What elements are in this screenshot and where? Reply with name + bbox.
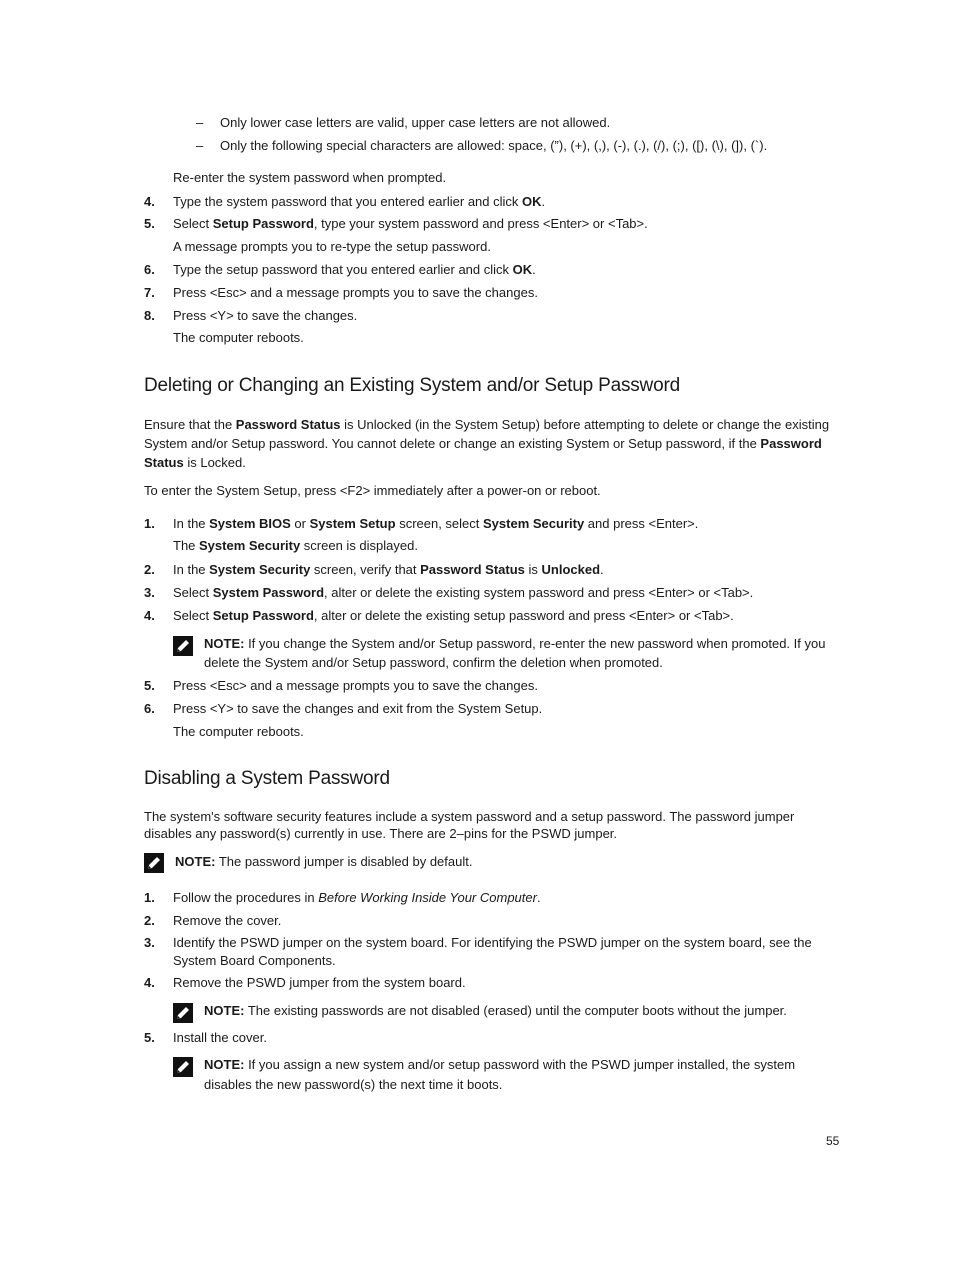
- note-text: NOTE: The existing passwords are not disabled (erased) until the computer boots without the jumper.: [204, 1003, 787, 1018]
- note-text: NOTE: The password jumper is disabled by default.: [175, 854, 473, 869]
- step-text: Press <Y> to save the changes.: [173, 308, 358, 323]
- step-subtext: The computer reboots.: [173, 724, 304, 739]
- step-text: Remove the PSWD jumper from the system board.: [173, 975, 466, 990]
- step-number: 5.: [144, 678, 155, 693]
- step-text: Type the system password that you entered earlier and click OK.: [173, 194, 546, 209]
- note-text: delete the System and/or Setup password, confirm the deletion when promoted.: [204, 655, 663, 670]
- note-pencil-icon: [173, 1003, 193, 1023]
- note-pencil-icon: [173, 636, 193, 656]
- note-text: disables the new password(s) the next time it boots.: [204, 1077, 503, 1092]
- step-number: 5.: [144, 1030, 155, 1045]
- step-text: Select Setup Password, type your system password and press <Enter> or <Tab>.: [173, 216, 648, 231]
- paragraph-line: disables any password(s) currently in use. There are 2–pins for the PSWD jumper.: [144, 826, 618, 841]
- step-text: Press <Esc> and a message prompts you to save the changes.: [173, 285, 538, 300]
- step-number: 7.: [144, 285, 155, 300]
- note-text: NOTE: If you assign a new system and/or setup password with the PSWD jumper installed, the system: [204, 1057, 796, 1072]
- section-heading: Deleting or Changing an Existing System and/or Setup Password: [144, 375, 680, 396]
- note-pencil-icon: [144, 853, 164, 873]
- paragraph-line: The system's software security features include a system password and a setup password. The password jumper: [144, 809, 795, 824]
- paragraph-line: Status is Locked.: [144, 455, 246, 470]
- step-number: 4.: [144, 194, 155, 209]
- section-heading: Disabling a System Password: [144, 768, 390, 789]
- paragraph: Re-enter the system password when prompted.: [173, 170, 447, 185]
- step-text: Follow the procedures in Before Working Inside Your Computer.: [173, 890, 541, 905]
- page-number: 55: [826, 1134, 840, 1148]
- paragraph-line: System and/or Setup password. You cannot delete or change an existing System or Setup password, if the Password: [144, 436, 822, 451]
- step-number: 2.: [144, 913, 155, 928]
- step-text: Remove the cover.: [173, 913, 282, 928]
- step-number: 4.: [144, 975, 155, 990]
- bullet-text: Only lower case letters are valid, upper case letters are not allowed.: [220, 115, 611, 130]
- step-number: 6.: [144, 701, 155, 716]
- paragraph: To enter the System Setup, press <F2> immediately after a power-on or reboot.: [144, 483, 601, 498]
- step-subtext: The computer reboots.: [173, 330, 304, 345]
- step-text: System Board Components.: [173, 953, 336, 968]
- step-number: 2.: [144, 562, 155, 577]
- step-text: Press <Y> to save the changes and exit from the System Setup.: [173, 701, 543, 716]
- step-number: 5.: [144, 216, 155, 231]
- step-number: 3.: [144, 585, 155, 600]
- step-subtext: The System Security screen is displayed.: [173, 538, 418, 553]
- note-pencil-icon: [173, 1057, 193, 1077]
- step-text: Press <Esc> and a message prompts you to save the changes.: [173, 678, 538, 693]
- step-number: 1.: [144, 516, 155, 531]
- bullet-text: Only the following special characters are allowed: space, (”), (+), (,), (-), (.), (/), (;), ([), (\), (]), (`).: [220, 138, 768, 153]
- step-number: 1.: [144, 890, 155, 905]
- paragraph-line: Ensure that the Password Status is Unlocked (in the System Setup) before attempting to delete or change the existing: [144, 417, 830, 432]
- bullet-dash: –: [196, 138, 204, 153]
- step-text: Select System Password, alter or delete the existing system password and press <Enter> or <Tab>.: [173, 585, 754, 600]
- step-text: Select Setup Password, alter or delete the existing setup password and press <Enter> or <Tab>.: [173, 608, 734, 623]
- step-number: 6.: [144, 262, 155, 277]
- step-subtext: A message prompts you to re-type the setup password.: [173, 239, 491, 254]
- step-text: Type the setup password that you entered earlier and click OK.: [173, 262, 536, 277]
- step-text: Install the cover.: [173, 1030, 267, 1045]
- bullet-dash: –: [196, 115, 204, 130]
- step-number: 4.: [144, 608, 155, 623]
- step-text: In the System BIOS or System Setup screen, select System Security and press <Enter>.: [173, 516, 699, 531]
- step-number: 8.: [144, 308, 155, 323]
- note-text: NOTE: If you change the System and/or Setup password, re-enter the new password when promoted. If you: [204, 636, 826, 651]
- step-number: 3.: [144, 935, 155, 950]
- step-text: Identify the PSWD jumper on the system board. For identifying the PSWD jumper on the system board, see the: [173, 935, 812, 950]
- step-text: In the System Security screen, verify that Password Status is Unlocked.: [173, 562, 604, 577]
